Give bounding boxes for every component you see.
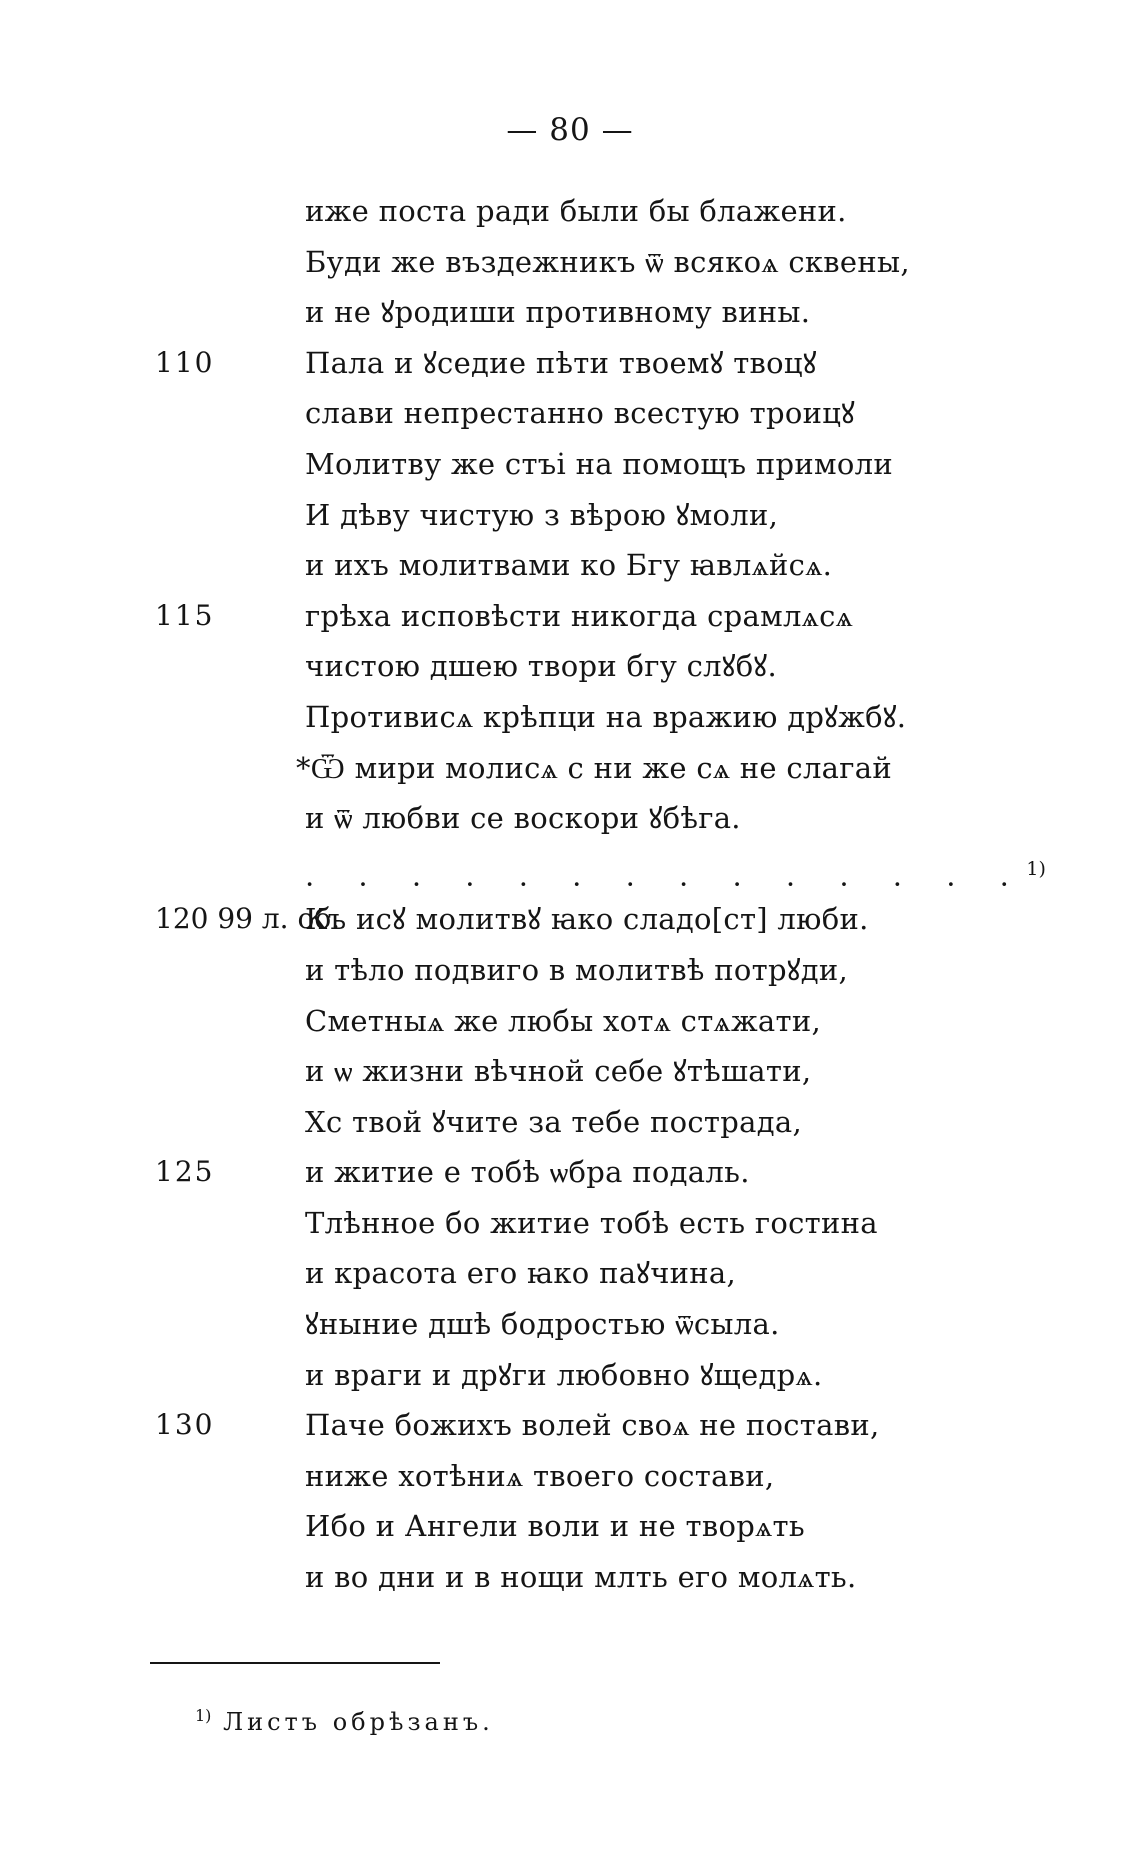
footnote-text: Листъ обрѣзанъ. — [223, 1708, 494, 1736]
line-text: и не ꙋродиши противному вины. — [305, 295, 811, 330]
line-text: и ихъ молитвами ко Бгу ꙗвлѧйсѧ. — [305, 548, 833, 583]
poem-line — [0, 1248, 1140, 1299]
poem-line — [0, 894, 1140, 945]
line-text: чистою дшею твори бгу слꙋбꙋ. — [305, 649, 777, 684]
line-text: и житие е тобѣ ѡбра подаль. — [305, 1155, 750, 1190]
footnote — [195, 1706, 494, 1736]
line-number: 110 — [155, 345, 215, 379]
poem-body — [0, 186, 1140, 1603]
line-text: Сметныѧ же любы хотѧ стѧжати, — [305, 1003, 822, 1038]
poem-line — [0, 945, 1140, 996]
line-text: И дѣву чистую з вѣрою ꙋмоли, — [305, 497, 779, 532]
line-text: и ѡ жизни вѣчной себе ꙋтѣшати, — [305, 1054, 812, 1089]
poem-line — [0, 1198, 1140, 1249]
poem-line — [0, 1299, 1140, 1350]
line-text: Тлѣнное бо житие тобѣ есть гостина — [305, 1205, 878, 1240]
line-text: Молитву же стъі на помощъ примоли — [305, 446, 894, 481]
poem-line — [0, 1097, 1140, 1148]
poem-line — [0, 540, 1140, 591]
line-text: Къ исꙋ молитвꙋ ꙗко сладо[ст] люби. — [305, 902, 869, 937]
omission-dots — [305, 844, 1046, 901]
line-text: *Ѿ мири молисѧ с ни же сѧ не слагай — [296, 750, 892, 785]
poem-line — [0, 1501, 1140, 1552]
line-text: грѣха исповѣсти никогда срамлѧсѧ — [305, 598, 854, 633]
omission-dots-text: . . . . . . . . . . . . . . — [305, 858, 1027, 893]
line-text: иже поста ради были бы блажени. — [305, 194, 847, 228]
line-text: и ѿ любви се воскори ꙋбѣга. — [305, 801, 741, 836]
line-text: и враги и дрꙋги любовно ꙋщедрѧ. — [305, 1357, 823, 1392]
line-number: 125 — [155, 1155, 215, 1189]
poem-line — [0, 1350, 1140, 1401]
footnote-mark: 1) — [195, 1706, 212, 1725]
poem-line — [0, 439, 1140, 490]
line-number: 115 — [155, 598, 215, 632]
poem-line — [0, 338, 1140, 389]
line-text: и тѣло подвиго в молитвѣ потрꙋди, — [305, 952, 849, 987]
line-text: Ибо и Ангели воли и не творѧть — [305, 1509, 805, 1544]
line-text: Хс твой ꙋчите за тебе пострада, — [305, 1104, 802, 1139]
poem-line — [0, 844, 1140, 895]
line-text: Буди же въздежникъ ѿ всякоѧ сквены, — [305, 244, 910, 279]
poem-line — [0, 743, 1140, 794]
poem-line — [0, 1451, 1140, 1502]
line-text: слави непрестанно всестую троицꙋ — [305, 396, 856, 431]
line-number: 120 99 л. об. — [155, 902, 341, 936]
poem-line — [0, 1552, 1140, 1603]
poem-line — [0, 237, 1140, 288]
line-text: Пала и ꙋседие пѣти твоемꙋ твоцꙋ — [305, 345, 817, 380]
footnote-reference: 1) — [1026, 857, 1046, 880]
footnote-divider — [150, 1662, 440, 1664]
line-text: и красота его ꙗко паꙋчина, — [305, 1256, 737, 1291]
line-text: и во дни и в нощи млть его молѧть. — [305, 1560, 857, 1595]
line-number: 130 — [155, 1408, 215, 1442]
page-number: — 80 — — [506, 112, 634, 148]
poem-line — [0, 490, 1140, 541]
line-text: Паче божихъ волей своѧ не постави, — [305, 1408, 880, 1443]
poem-line — [0, 692, 1140, 743]
poem-line — [0, 1147, 1140, 1198]
line-text: Противисѧ крѣпци на вражию дрꙋжбꙋ. — [305, 699, 907, 734]
poem-line — [0, 388, 1140, 439]
poem-line — [0, 996, 1140, 1047]
poem-line — [0, 793, 1140, 844]
poem-line — [0, 641, 1140, 692]
poem-line — [0, 1400, 1140, 1451]
line-text: ниже хотѣниѧ твоего состави, — [305, 1458, 775, 1493]
poem-line — [0, 186, 1140, 237]
poem-line — [0, 591, 1140, 642]
line-text: ꙋныние дшѣ бодростью ѿсыла. — [305, 1307, 780, 1342]
poem-line — [0, 1046, 1140, 1097]
poem-line — [0, 287, 1140, 338]
